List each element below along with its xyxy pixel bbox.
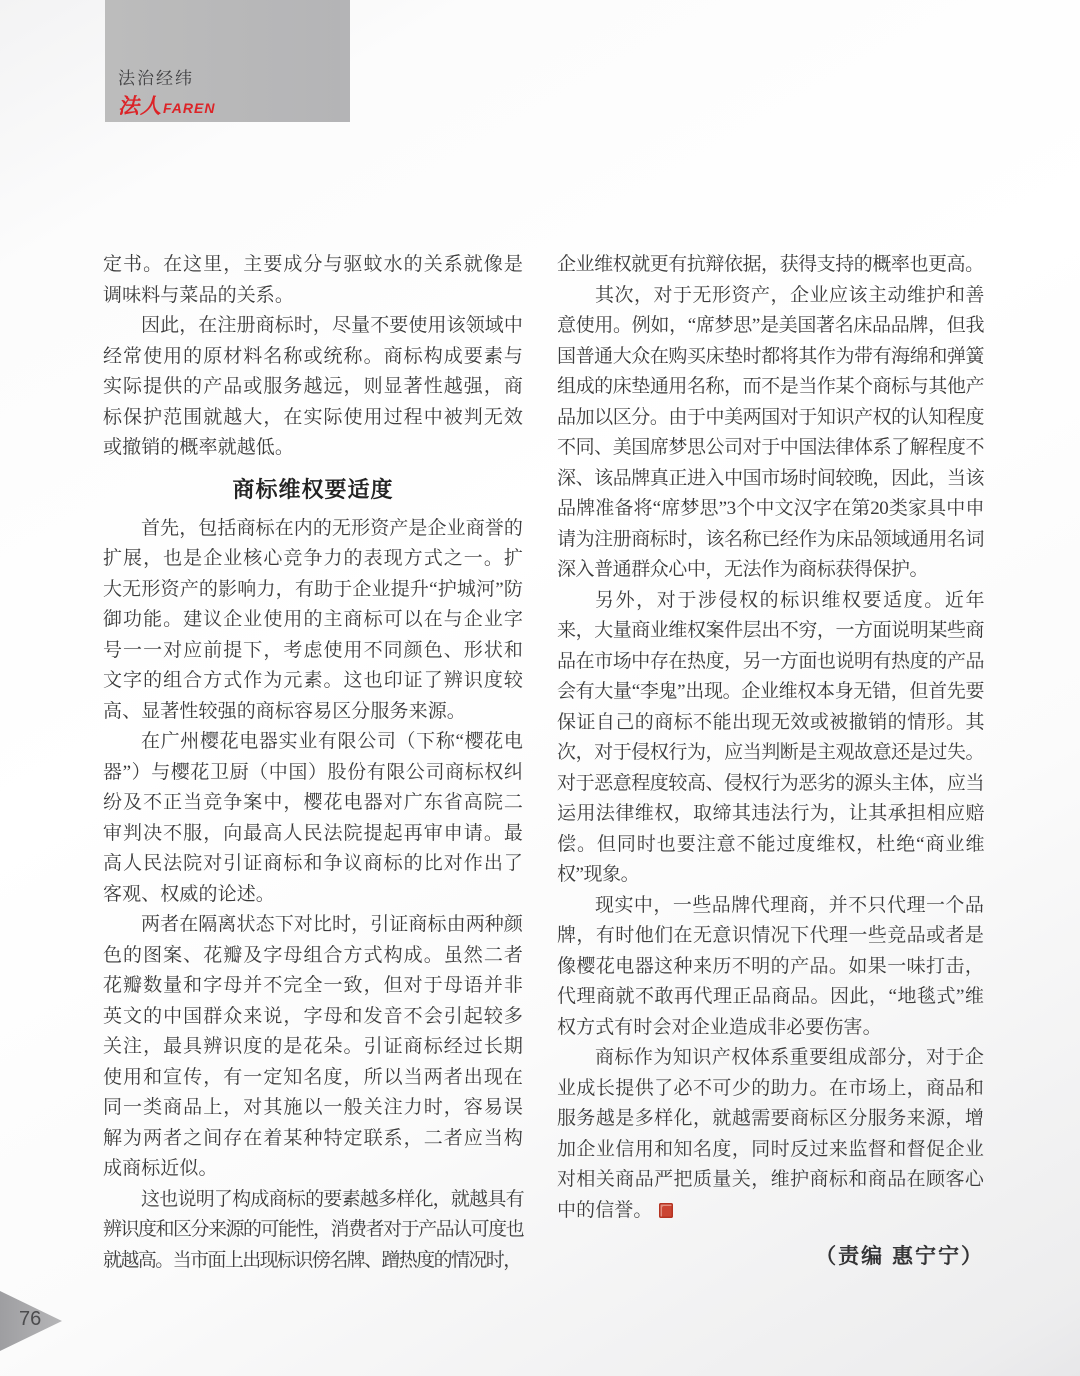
magazine-logo [118,90,215,120]
red-seal-stamp [659,1203,673,1218]
magazine-logo-en: FAREN [163,100,216,116]
paragraph: 在广州樱花电器实业有限公司（下称“樱花电器”）与樱花卫厨（中国）股份有限公司商标权纠纷及不正当竞争案中，樱花电器对广东省高院二审判决不服，向最高人民法院提起再审申请。最高人民法院对引证商标和争议商标的比对作出了客观、权威的论述。 [103,731,523,905]
section-label: 法治经纬 [118,69,194,88]
magazine-logo-cn: 法人 [118,95,162,118]
article-column-right [557,250,984,1270]
article-subheading: 商标维权要适度 [232,476,394,502]
paragraph-text: 商标作为知识产权体系重要组成部分，对于企业成长提供了必不可少的助力。在市场上，商品和服务越是多样化，就越需要商标区分服务来源，增加企业信用和知名度，同时反过来监督和督促企业对相关商品严把质量关，维护商标和商品在顾客心中的信誉。 [557,1047,984,1221]
paragraph: 其次，对于无形资产，企业应该主动维护和善意使用。例如，“席梦思”是美国著名床品品牌，但我国普通大众在购买床垫时都将其作为带有海绵和弹簧组成的床垫通用名称，而不是当作某个商标与其他产品加以区分。由于中美两国对于知识产权的认知程度不同、美国席梦思公司对于中国法律体系了解程度不深、该品牌真正进入中国市场时间较晚，因此，当该品牌准备将“席梦思”3个中文汉字在第20类家具中申请为注册商标时，该名称已经作为床品领域通用名词深入普通群众心中，无法作为商标获得保护。 [557,284,984,580]
paragraph: 现实中，一些品牌代理商，并不只代理一个品牌，有时他们在无意识情况下代理一些竞品或者是像樱花电器这种来历不明的产品。如果一味打击，代理商就不敢再代理正品商品。因此，“地毯式”维权方式有时会对企业造成非必要伤害。 [557,894,984,1038]
article-column-left [103,250,523,1276]
page-number: 76 [19,1308,42,1330]
paragraph: 另外，对于涉侵权的标识维权要适度。近年来，大量商业维权案件层出不穷，一方面说明某些商品在市场中存在热度，另一方面也说明有热度的产品会有大量“李鬼”出现。企业维权本身无错，但首先要保证自己的商标不能出现无效或被撤销的情形。其次，对于侵权行为，应当判断是主观故意还是过失。对于恶意程度较高、侵权行为恶劣的源头主体，应当运用法律维权，取缔其违法行为，让其承担相应赔偿。但同时也要注意不能过度维权，杜绝“商业维权”现象。 [557,589,984,885]
paragraph: 定书。在这里，主要成分与驱蚊水的关系就像是调味料与菜品的关系。 [103,254,523,306]
section-header-block [105,0,350,122]
paragraph: 因此，在注册商标时，尽量不要使用该领域中经常使用的原材料名称或统称。商标构成要素与实际提供的产品或服务越远，则显著性越强，商标保护范围就越大，在实际使用过程中被判无效或撤销的概率就越低。 [103,315,524,458]
paragraph [557,1043,984,1226]
paragraph: 这也说明了构成商标的要素越多样化，就越具有辨识度和区分来源的可能性，消费者对于产品认可度也就越高。当市面上出现标识傍名牌、蹭热度的情况时， [103,1188,523,1271]
paragraph: 首先，包括商标在内的无形资产是企业商誉的扩展，也是企业核心竞争力的表现方式之一。扩大无形资产的影响力，有助于企业提升“护城河”防御功能。建议企业使用的主商标可以在与企业字号一一对应前提下，考虑使用不同颜色、形状和文字的组合方式作为元素。这也印证了辨识度较高、显著性较强的商标容易区分服务来源。 [103,517,524,722]
paragraph: 企业维权就更有抗辩依据，获得支持的概率也更高。 [557,254,984,275]
paragraph: 两者在隔离状态下对比时，引证商标由两种颜色的图案、花瓣及字母组合方式构成。虽然二者花瓣数量和字母并不完全一致，但对于母语并非英文的中国群众来说，字母和发音不会引起较多关注，最具辨识度的是花朵。引证商标经过长期使用和宣传，有一定知名度，所以当两者出现在同一类商品上，对其施以一般关注力时，容易误解为两者之间存在着某种特定联系，二者应当构成商标近似。 [103,914,524,1179]
editor-credit: （责编 惠宁宁） [815,1245,984,1268]
